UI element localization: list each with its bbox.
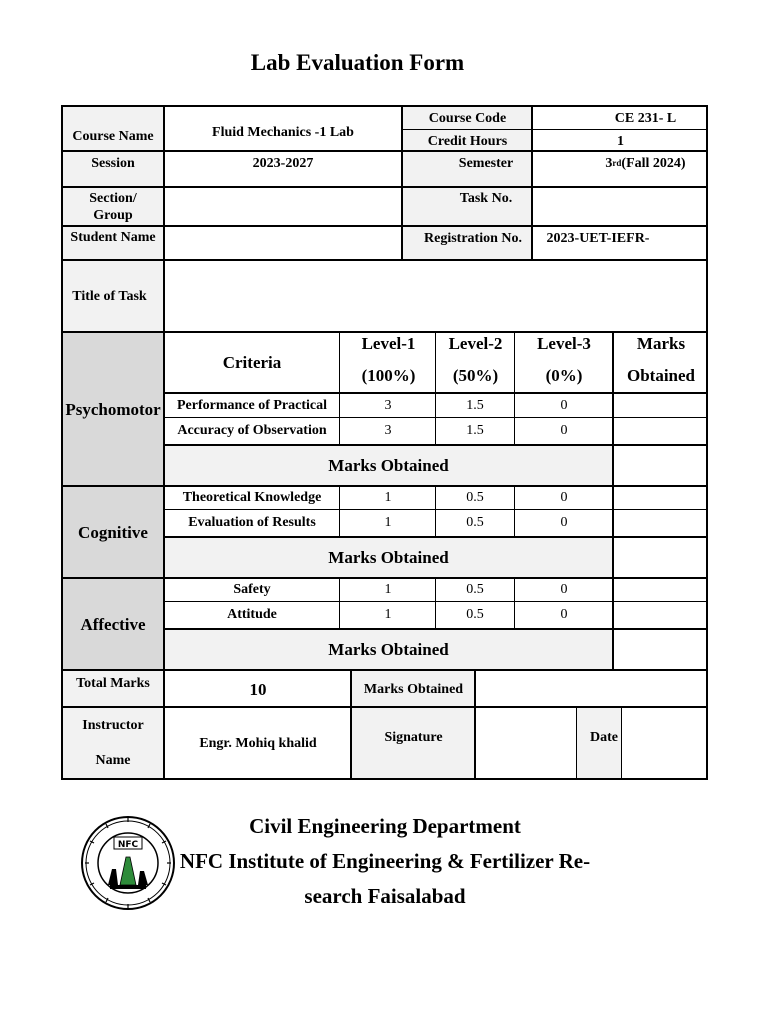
level-2-score: 1.5 — [466, 397, 484, 413]
marks-obtained-subtotal: Marks Obtained — [328, 456, 449, 475]
level-1-score: 1 — [384, 581, 392, 597]
registration-value: 2023-UET-IEFR- — [546, 230, 650, 246]
level-2-score: 0.5 — [466, 581, 484, 597]
level-1-score: 3 — [384, 397, 392, 413]
signature-label: Signature — [384, 729, 443, 745]
total-marks-obtained-label: Marks Obtained — [363, 681, 464, 697]
level-3-score: 0 — [560, 606, 568, 622]
level-3-score: 0 — [560, 514, 568, 530]
level-2-score: 0.5 — [466, 514, 484, 530]
criterion-label: Attitude — [227, 606, 277, 622]
section-group-label: Section/ Group — [89, 190, 137, 223]
domain-psychomotor: Psychomotor — [65, 399, 161, 419]
student-name-label: Student Name — [70, 229, 156, 245]
level-1-score: 1 — [384, 489, 392, 505]
level-1-score: 1 — [384, 606, 392, 622]
session-value: 2023-2027 — [252, 155, 314, 171]
criterion-label: Accuracy of Observation — [177, 422, 327, 438]
total-marks-label: Total Marks — [76, 675, 150, 691]
level-3-score: 0 — [560, 489, 568, 505]
nfc-logo-text: NFC — [117, 840, 139, 850]
domain-affective: Affective — [80, 614, 146, 634]
footer-institute-line1: NFC Institute of Engineering & Fertilizer Re- — [179, 849, 591, 873]
date-label: Date — [590, 729, 618, 745]
criterion-label: Safety — [233, 581, 271, 597]
course-name-value: Fluid Mechanics -1 Lab — [212, 124, 354, 140]
credit-hours-label: Credit Hours — [427, 133, 508, 149]
course-code-label: Course Code — [428, 110, 507, 126]
semester-label: Semester — [458, 155, 514, 171]
marks-obtained-subtotal: Marks Obtained — [328, 640, 449, 659]
level-3-score: 0 — [560, 422, 568, 438]
domain-cognitive: Cognitive — [78, 522, 148, 542]
title-of-task-label: Title of Task — [72, 288, 147, 304]
criterion-label: Performance of Practical — [176, 397, 328, 413]
level-2-score: 0.5 — [466, 606, 484, 622]
page-title: Lab Evaluation Form — [250, 50, 465, 75]
footer-department: Civil Engineering Department — [249, 814, 521, 838]
instructor-name-value: Engr. Mohiq khalid — [199, 735, 317, 751]
criteria-header: Criteria — [222, 353, 282, 372]
instructor-name-label: Instructor Name — [82, 718, 144, 768]
level-2-score: 0.5 — [466, 489, 484, 505]
nfc-logo — [80, 813, 176, 913]
criterion-label: Theoretical Knowledge — [182, 489, 322, 505]
level-3-score: 0 — [560, 581, 568, 597]
course-name-label: Course Name — [72, 128, 154, 144]
level-1-header: Level-1 (100%) — [361, 334, 416, 385]
level-3-score: 0 — [560, 397, 568, 413]
credit-hours-value: 1 — [617, 133, 624, 149]
registration-label: Registration No. — [424, 230, 522, 246]
task-no-label: Task No. — [459, 190, 513, 206]
total-marks-value: 10 — [249, 679, 267, 699]
level-1-score: 1 — [384, 514, 392, 530]
marks-obtained-header: Marks Obtained — [626, 334, 696, 385]
marks-obtained-subtotal: Marks Obtained — [328, 548, 449, 567]
semester-value: 3 rd (Fall 2024) — [605, 155, 686, 171]
course-code-value: CE 231- L — [614, 110, 677, 126]
session-label: Session — [91, 155, 135, 171]
criterion-label: Evaluation of Results — [188, 514, 316, 530]
level-3-header: Level-3 (0%) — [537, 334, 591, 385]
level-2-header: Level-2 (50%) — [448, 334, 503, 385]
footer-institute-line2: search Faisalabad — [304, 884, 466, 908]
level-1-score: 3 — [384, 422, 392, 438]
level-2-score: 1.5 — [466, 422, 484, 438]
